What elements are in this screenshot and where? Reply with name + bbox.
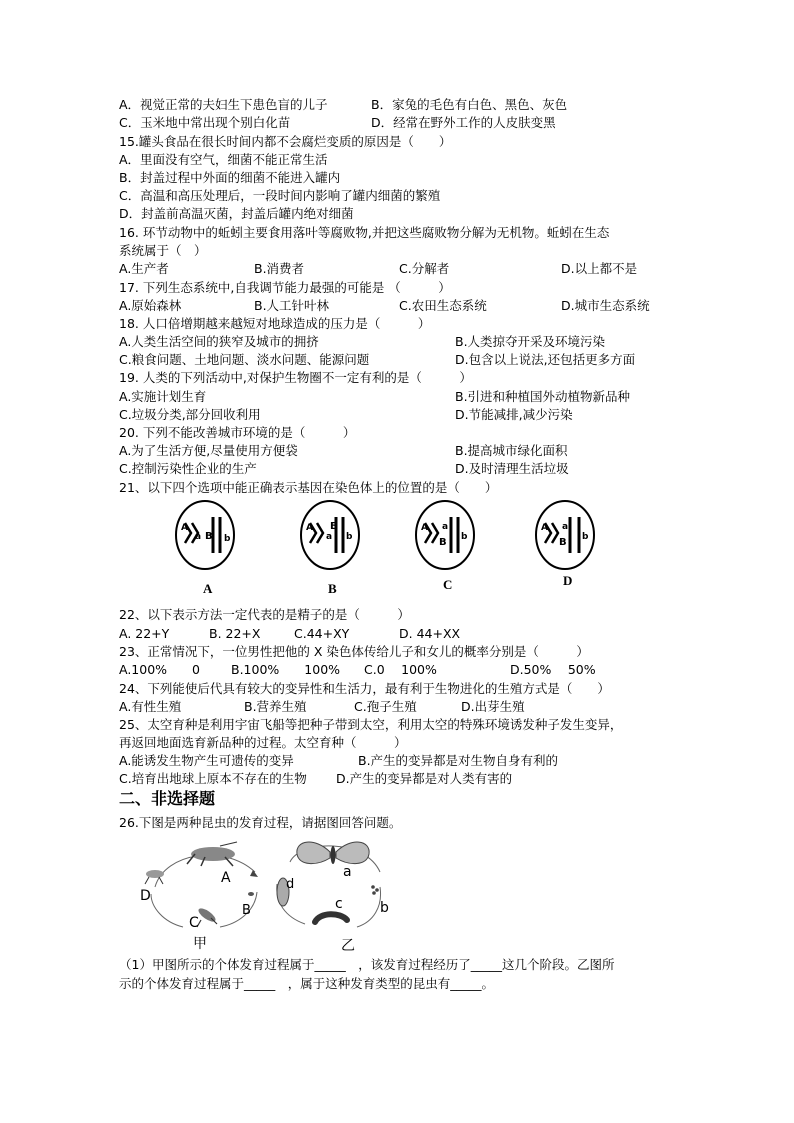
text-line: A.能诱发生物产生可遗传的变异 [119, 753, 294, 768]
option-label: D [563, 573, 573, 588]
text-line: （1）甲图所示的个体发育过程属于_____ ，该发育过程经历了_____这几个阶段。乙图所 [119, 957, 615, 972]
text-line: B. 22+X [209, 626, 261, 641]
text-line: C.控制污染性企业的生产 [119, 461, 257, 476]
chromosome-option-c [416, 501, 474, 592]
gene-label: b [224, 534, 231, 544]
text-line: 24、下列能使后代具有较大的变异性和生活力，最有利于生物进化的生殖方式是（ ） [119, 681, 610, 696]
grasshopper-cycle [140, 842, 258, 952]
text-line: A. 22+Y [119, 626, 170, 641]
text-line: B.消费者 [254, 261, 305, 276]
text-line: D. 44+XX [399, 626, 461, 641]
text-line: 19. 人类的下列活动中,对保护生物圈不一定有利的是（ ） [119, 370, 472, 385]
gene-label: a [326, 532, 333, 542]
text-line: B．家兔的毛色有白色、黑色、灰色 [371, 97, 568, 112]
section-title: 二、非选择题 [119, 789, 216, 808]
text-line: 25、太空育种是利用宇宙飞船等把种子带到太空，利用太空的特殊环境诱发种子发生变异， [119, 717, 623, 732]
larva-icon [315, 914, 347, 922]
gene-label: B [439, 537, 447, 548]
text-line: A.人类生活空间的狭窄及城市的拥挤 [119, 334, 319, 349]
text-line: 系统属于（ ） [119, 243, 207, 258]
text-line: 18. 人口倍增期越来越短对地球造成的压力是（ ） [119, 316, 431, 331]
text-line: B.产生的变异都是对生物自身有利的 [358, 753, 559, 768]
young-nymph-icon [197, 906, 218, 927]
text-line: D.包含以上说法,还包括更多方面 [455, 352, 636, 367]
figure-label: 甲 [193, 936, 207, 952]
text-line: C.粮食问题、土地问题、淡水问题、能源问题 [119, 352, 370, 367]
text-line: C.44+XY [294, 626, 350, 641]
egg-icon [248, 892, 254, 896]
text-line: 21、以下四个选项中能正确表示基因在染色体上的位置的是（ ） [119, 480, 498, 495]
gene-label: b [346, 532, 353, 542]
stage-label: C [189, 915, 199, 931]
text-line: A.100% 0 [119, 662, 200, 677]
text-line: B.100% 100% [231, 662, 341, 677]
stage-label: B [242, 903, 251, 918]
text-line: C．高温和高压处理后，一段时间内影响了罐内细菌的繁殖 [119, 188, 441, 203]
chromosome-option-d [536, 501, 594, 588]
figure-label: 乙 [341, 938, 355, 954]
text-line: C.垃圾分类,部分回收利用 [119, 407, 261, 422]
text-line: D.50% 50% [510, 662, 596, 677]
text-line: D．封盖前高温灭菌，封盖后罐内绝对细菌 [119, 206, 354, 221]
text-line: C.孢子生殖 [354, 699, 417, 714]
text-line: A．里面没有空气，细菌不能正常生活 [119, 152, 328, 167]
gene-label: a [195, 532, 202, 542]
text-line: D.出芽生殖 [461, 699, 525, 714]
text-line: B.引进和种植国外动植物新品种 [455, 389, 631, 404]
text-line: 示的个体发育过程属于_____ ，属于这种发育类型的昆虫有_____。 [119, 976, 495, 991]
gene-label: B [205, 531, 213, 542]
text-line: B.人工针叶林 [254, 298, 330, 313]
gene-label: A [306, 523, 313, 533]
text-line: 16. 环节动物中的蚯蚓主要食用落叶等腐败物,并把这些腐败物分解为无机物。蚯蚓在生态 [119, 225, 610, 240]
text-line: A.原始森林 [119, 298, 182, 313]
text-line: C.农田生态系统 [399, 298, 487, 313]
text-line: C.培育出地球上原本不存在的生物 [119, 771, 307, 786]
text-line: C.0 100% [364, 662, 437, 677]
stage-label: D [140, 888, 151, 904]
option-label: B [328, 581, 337, 596]
stage-label: c [335, 896, 343, 912]
butterfly-icon [297, 842, 369, 864]
gene-label: B [330, 521, 338, 532]
text-line: 15.罐头食品在很长时间内都不会腐烂变质的原因是（ ） [119, 134, 452, 149]
gene-label: A [541, 523, 548, 533]
text-line: A．视觉正常的夫妇生下患色盲的儿子 [119, 97, 328, 112]
text-line: D.节能减排,减少污染 [455, 407, 573, 422]
gene-label: a [562, 522, 569, 532]
text-line: B.人类掠夺开采及环境污染 [455, 334, 606, 349]
text-line: 17. 下列生态系统中,自我调节能力最强的可能是 （ ） [119, 280, 451, 295]
text-line: D.城市生态系统 [561, 298, 650, 313]
text-line: D.以上都不是 [561, 261, 638, 276]
text-line: A.为了生活方便,尽量使用方便袋 [119, 443, 298, 458]
text-line: B．封盖过程中外面的细菌不能进入罐内 [119, 170, 341, 185]
chromosome-figure [160, 495, 620, 600]
text-line: A.生产者 [119, 261, 169, 276]
chromosome-option-a [176, 501, 234, 596]
option-label: C [443, 577, 453, 592]
gene-label: b [582, 532, 589, 542]
adult-grasshopper-icon [187, 842, 237, 866]
stage-label: d [286, 877, 295, 892]
eggs-icon [371, 885, 379, 895]
option-label: A [203, 581, 213, 596]
gene-label: b [461, 532, 468, 542]
gene-label: B [559, 537, 567, 548]
text-line: 22、以下表示方法一定代表的是精子的是（ ） [119, 607, 410, 622]
text-line: B.营养生殖 [244, 699, 307, 714]
text-line: A.有性生殖 [119, 699, 182, 714]
butterfly-cycle [277, 842, 389, 954]
stage-label: A [221, 870, 231, 886]
gene-label: a [442, 522, 449, 532]
insect-development-figure [125, 832, 415, 954]
text-line: 26.下图是两种昆虫的发育过程，请据图回答问题。 [119, 815, 402, 830]
text-line: B.提高城市绿化面积 [455, 443, 568, 458]
text-line: 23、正常情况下，一位男性把他的 X 染色体传给儿子和女儿的概率分别是（ ） [119, 644, 589, 659]
stage-label: b [380, 900, 389, 916]
text-line: D.及时清理生活垃圾 [455, 461, 569, 476]
text-line: C．玉米地中常出现个别白化苗 [119, 115, 291, 130]
text-line: 再返回地面选育新品种的过程。太空育种（ ） [119, 735, 407, 750]
text-line: A.实施计划生育 [119, 389, 207, 404]
text-line: 20. 下列不能改善城市环境的是（ ） [119, 425, 356, 440]
text-line: D．经常在野外工作的人皮肤变黑 [371, 115, 556, 130]
gene-label: A [421, 523, 428, 533]
gene-label: A [181, 523, 188, 533]
nymph-grasshopper-icon [145, 870, 164, 884]
chromosome-option-b [301, 501, 359, 596]
text-line: D.产生的变异都是对人类有害的 [336, 771, 513, 786]
stage-label: a [343, 864, 352, 880]
text-line: C.分解者 [399, 261, 450, 276]
